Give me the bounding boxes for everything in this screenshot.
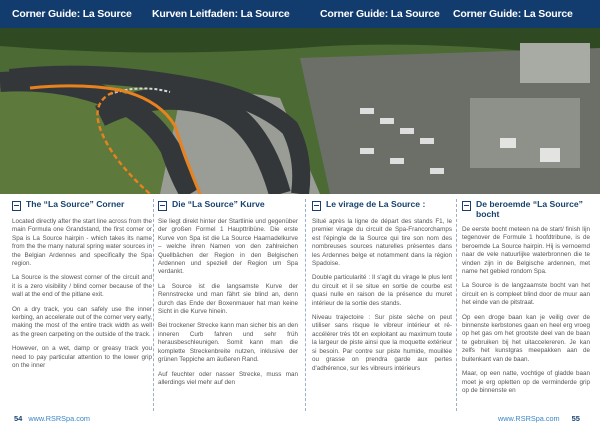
paragraph: La Source ist die langsamste Kurve der Rennstrecke und man fährt sie blind an, denn durch das Ende der Boxenmauer hat man keine Sicht in die Kurve hinein. (158, 282, 298, 316)
paragraph: Double particularité : Il s'agit du virage le plus lent du circuit et il se situe en sortie de courbe est quasi nulle en raison de la présence du muret intérieur de la sortie des stands. (312, 274, 452, 307)
document-icon (158, 201, 167, 211)
header-title-1: Corner Guide: La Source (12, 8, 132, 20)
page-gutter (305, 199, 306, 411)
website-link-right[interactable]: www.RSRSpa.com (498, 414, 560, 423)
paragraph: Maar, op een natte, vochtige of gladde baan moet je erg opletten op de verminderde grip op de binnenste en (462, 370, 590, 394)
paragraph: Op een droge baan kan je veilig over de binnenste kerbstones gaan en heel erg vroeg op het gas om het grootste deel van de baan te gebruiken bij het uitaccelereren. Je kan zelfs het kunstgras meepakken aan de buitenkant van de baan. (462, 313, 590, 363)
document-icon (12, 201, 21, 211)
paragraph: On a dry track, you can safely use the inner kerbing, an accelerate out of the corner very early, making the most of the entire track width as well as the green carpeting on the outside of the track. (12, 305, 152, 338)
paragraph: Located directly after the start line across from the main Formula one Grandstand, the first corner or Spa is La Source hairpin - which takes its name from the the many natural spring water sources in the Belgian Ardennes and specifically the Spa region. (12, 218, 152, 268)
column-english (12, 199, 152, 409)
aerial-image (0, 28, 600, 194)
column-german (158, 199, 298, 409)
header-title-3: Corner Guide: La Source (320, 8, 440, 20)
header-title-4: Corner Guide: La Source (453, 8, 573, 20)
paragraph: Auf feuchter oder nasser Strecke, muss man allerdings viel mehr auf den (158, 370, 298, 386)
column-divider (153, 199, 154, 411)
paragraph: Bei trockener Strecke kann man sicher bis an den inneren Curb fahren und sehr früh herausbeschleunigen. Somit kann man die komplette Streckenbreite nutzen, inklusive der grünen Teppiche am äußeren Rand. (158, 322, 298, 364)
column-heading (158, 199, 298, 211)
column-french (312, 199, 452, 409)
paragraph: Niveau trajectoire : Sur piste sèche on peut utiliser sans risque le vibreur intérieur et ré-accélérer très tôt en exploitant au maximum toute la largeur de piste ainsi que la moquette extérieur si besoin. Par contre sur piste humide, mouillée ou grasse on prendra garde aux pertes d'adhérence, sur les vibreurs intérieurs (312, 314, 452, 372)
document-icon (312, 201, 321, 211)
page-number-right: 55 (571, 414, 580, 423)
footer-left (14, 414, 90, 423)
header-title-2: Kurven Leitfaden: La Source (152, 8, 290, 20)
heading-text: The “La Source” Corner (26, 199, 125, 209)
heading-text: De beroemde “La Source” bocht (476, 199, 583, 219)
heading-text: Die “La Source” Kurve (172, 199, 265, 209)
footer-right (498, 414, 580, 423)
column-divider (456, 199, 457, 411)
paragraph: However, on a wet, damp or greasy track you need to pay particular attention to the lower grip on the inner (12, 345, 152, 370)
heading-text: Le virage de La Source : (326, 199, 426, 209)
website-link-left[interactable]: www.RSRSpa.com (28, 414, 90, 423)
column-heading (462, 199, 590, 219)
paragraph: De eerste bocht meteen na de start/ finish lijn tegenover de Formule 1 hoofdtribune, is de beroemde La Source hairpin. Hij is vernoemd naar de vele natuurlijke waterbronnen die te vinden zijn in de Belgische ardennen, met name het gebied rondom Spa. (462, 226, 590, 276)
paragraph: La Source is the slowest corner of the circuit and it is a zero visibility / blind corner because of the wall at the end of the pitlane exit. (12, 274, 152, 299)
column-heading (312, 199, 452, 211)
paragraph: Situé après la ligne de départ des stands F1, le premier virage du circuit de Spa-Francorchamps est l'épingle de la Source qui tire son nom des nombreuses sources naturelles présentes dans les Ardennes belge et notamment dans la région Spadoise. (312, 218, 452, 268)
page-number-left: 54 (14, 414, 23, 423)
column-heading (12, 199, 152, 211)
paragraph: La Source is de langzaamste bocht van het circuit en is compleet blind door de muur aan het einde van de pitstraat. (462, 282, 590, 307)
aerial-photo (0, 28, 600, 194)
column-dutch (462, 199, 590, 409)
document-icon (462, 201, 471, 211)
paragraph: Sie liegt direkt hinter der Startlinie und gegenüber der großen Formel 1 Haupttribüne. Die erste Kurve von Spa ist die La Source Haarnadelkurve – welche ihren Namen von den zahlreichen Quellbächen der Region in den Belgischen Ardennen und speziell der Region um Spa verdankt. (158, 218, 298, 276)
header-bar (0, 0, 600, 28)
